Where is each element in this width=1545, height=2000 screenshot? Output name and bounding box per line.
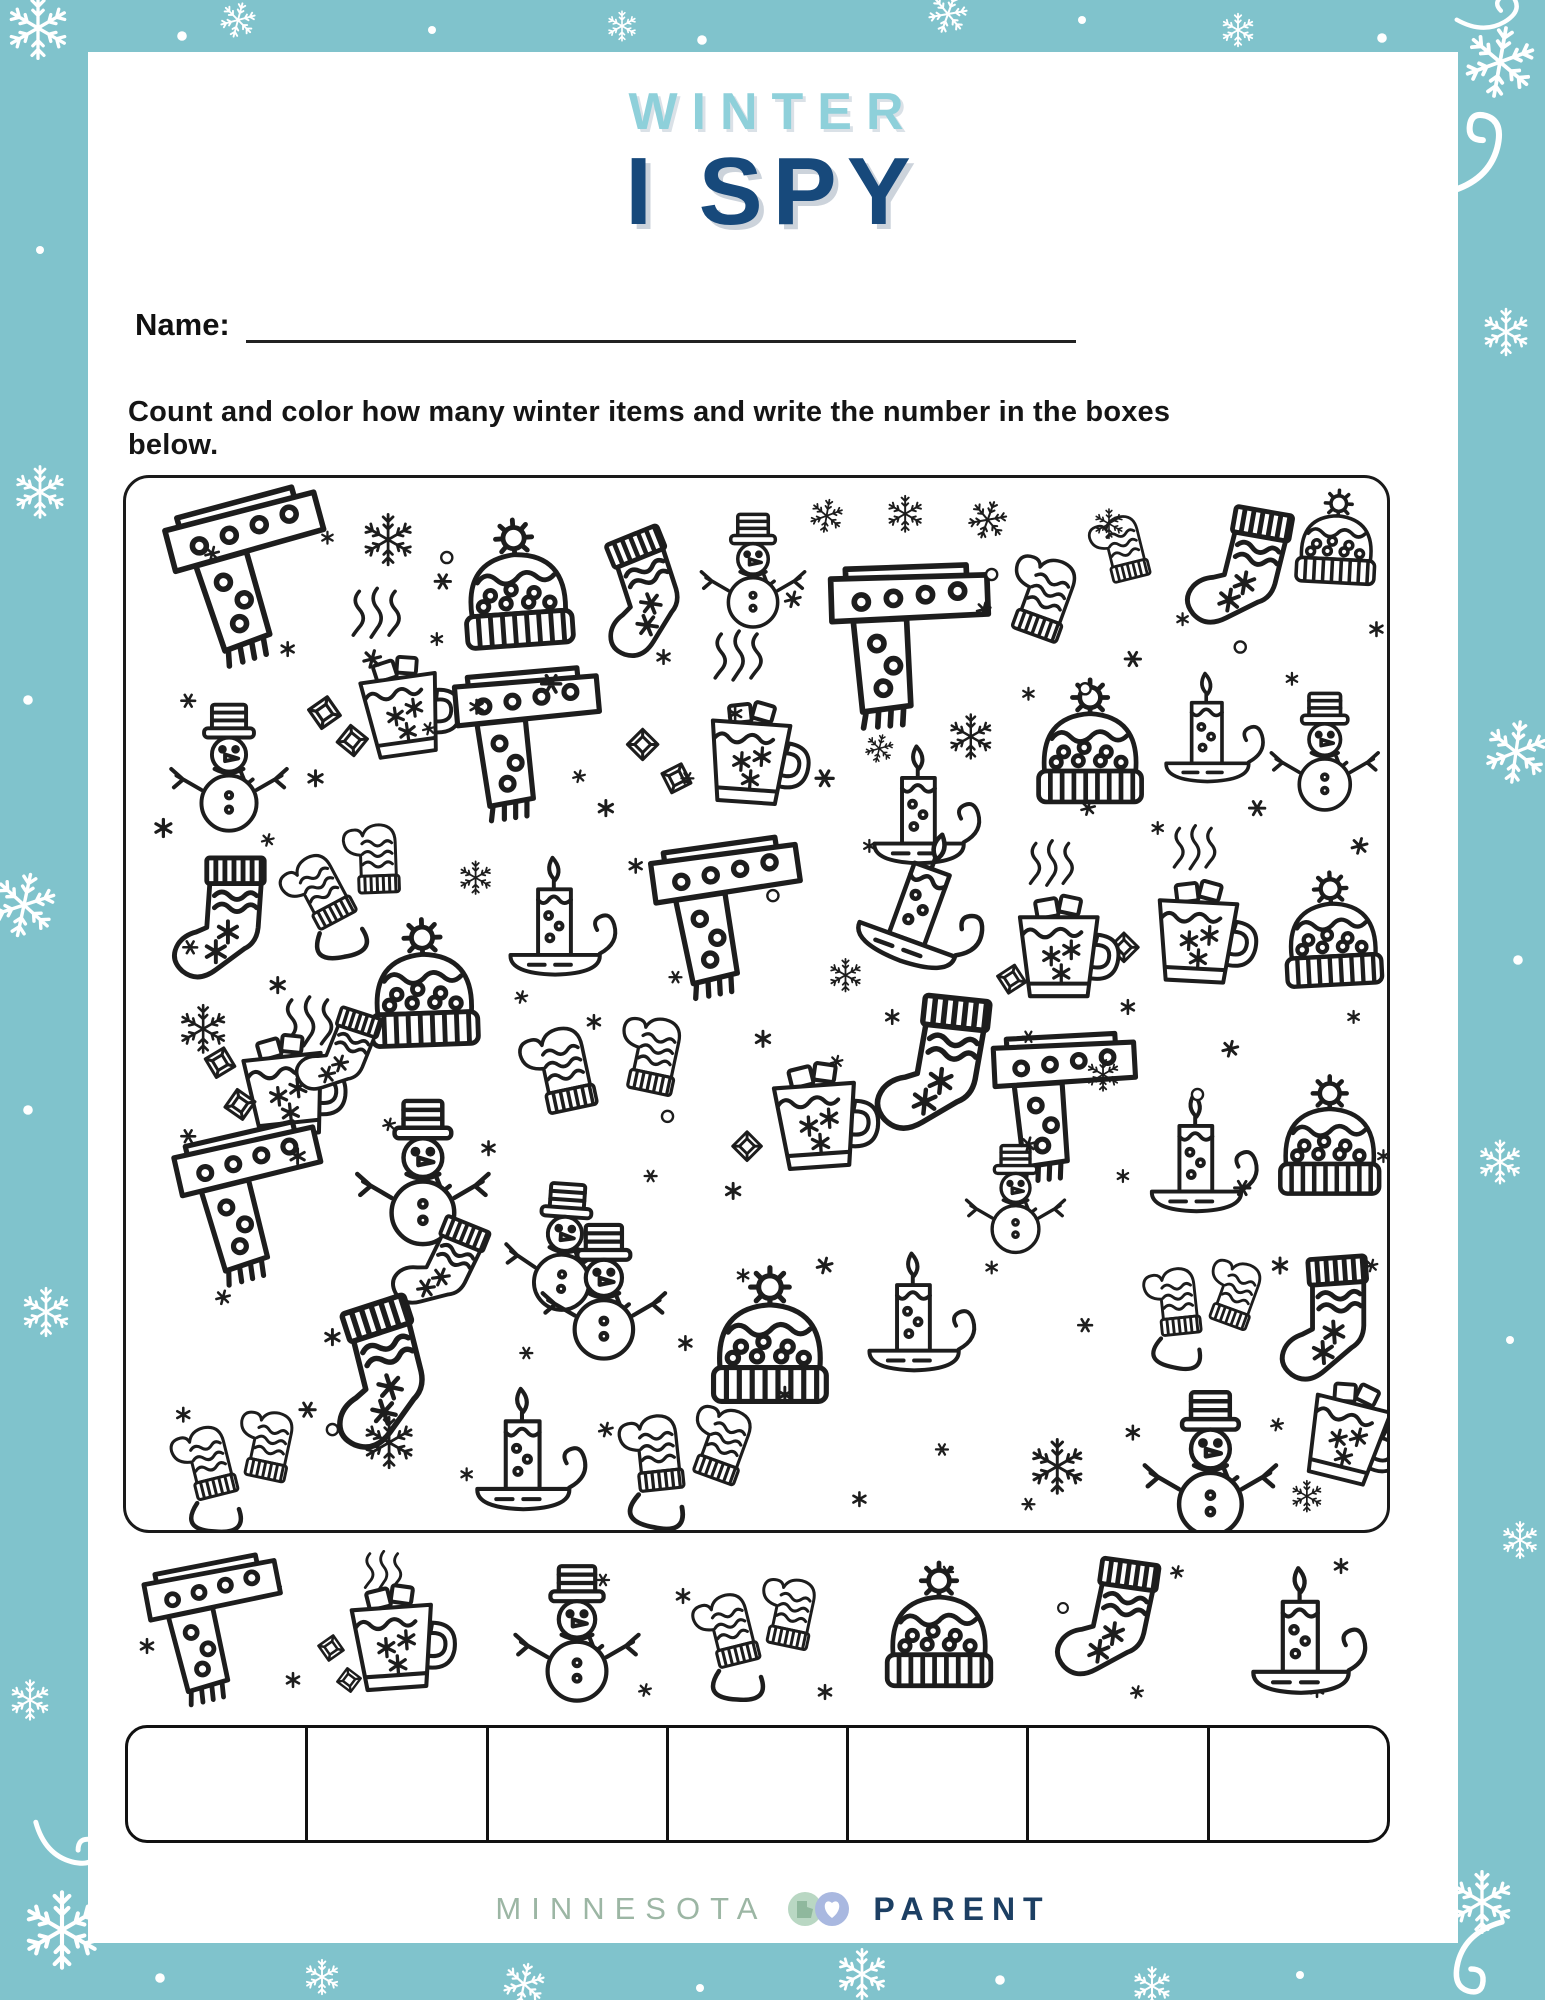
- key-snowman-icon: [515, 1566, 638, 1700]
- key-decor-ast-icon: [1335, 1559, 1347, 1573]
- puzzle-ast-icon: [886, 1010, 898, 1024]
- instruction-text: Count and color how many winter items and write the number in the boxes below.: [128, 396, 1171, 461]
- key-decor-ast-icon: [141, 1639, 153, 1653]
- puzzle-ast-icon: [1127, 1426, 1139, 1440]
- puzzle-hat-icon: [1282, 870, 1382, 987]
- puzzle-hat-icon: [1280, 1076, 1379, 1193]
- border-flake-icon: [305, 1960, 338, 1994]
- puzzle-ast-icon: [261, 833, 274, 847]
- puzzle-mug-icon: [772, 1059, 881, 1170]
- puzzle-scarf-icon: [161, 483, 344, 673]
- i-spy-puzzle-box: [123, 475, 1390, 1533]
- puzzle-steam-icon: [715, 631, 761, 680]
- answer-box-1[interactable]: [128, 1728, 305, 1840]
- name-label: Name:: [135, 307, 230, 342]
- puzzle-marsh-icon: [995, 962, 1029, 996]
- border-flake-icon: [1484, 309, 1528, 355]
- puzzle-ast-icon: [1270, 1418, 1283, 1432]
- border-bdot-icon: [1377, 33, 1387, 43]
- puzzle-ast-icon: [180, 692, 197, 710]
- puzzle-flake-icon: [1031, 1439, 1083, 1493]
- puzzle-canvas: [126, 478, 1387, 1530]
- border-bdot-icon: [177, 31, 187, 41]
- answer-box-3[interactable]: [486, 1728, 666, 1840]
- puzzle-mittens-icon: [1130, 1244, 1268, 1379]
- puzzle-ast-icon: [1287, 673, 1297, 685]
- puzzle-candle-icon: [477, 1389, 585, 1509]
- puzzle-flake-icon: [364, 514, 413, 565]
- puzzle-dot-icon: [441, 552, 452, 563]
- key-decor-dot-icon: [1058, 1603, 1068, 1613]
- key-mug-icon: [350, 1581, 458, 1691]
- puzzle-mitten-icon: [997, 548, 1083, 643]
- puzzle-mug-icon: [707, 699, 812, 807]
- puzzle-snowman-icon: [1145, 1392, 1276, 1530]
- puzzle-ast-icon: [298, 1400, 317, 1420]
- puzzle-ast-icon: [461, 1468, 471, 1480]
- puzzle-snowman-icon: [171, 705, 287, 831]
- puzzle-sock-icon: [1184, 501, 1293, 634]
- puzzle-hat-icon: [368, 918, 478, 1047]
- puzzle-flake-icon: [950, 715, 992, 759]
- border-bdot-icon: [1506, 1336, 1514, 1344]
- key-mittens-icon: [690, 1573, 820, 1700]
- puzzle-ast-icon: [383, 1117, 396, 1131]
- puzzle-ast-icon: [643, 1168, 658, 1183]
- puzzle-ast-icon: [322, 532, 332, 544]
- puzzle-ast-icon: [1370, 622, 1382, 636]
- puzzle-ast-icon: [519, 1345, 534, 1360]
- puzzle-scarf-icon: [650, 836, 807, 1000]
- border-flake-icon: [0, 868, 60, 941]
- key-candle-icon: [1253, 1568, 1365, 1693]
- border-flake-icon: [9, 0, 67, 58]
- puzzle-ast-icon: [668, 969, 683, 984]
- answer-box-6[interactable]: [1026, 1728, 1206, 1840]
- border-bdot-icon: [1296, 1971, 1304, 1979]
- border-flake-icon: [218, 0, 259, 41]
- footer-brand: [88, 1888, 1458, 1930]
- border-bdot-icon: [428, 26, 436, 34]
- puzzle-ast-icon: [853, 1492, 865, 1506]
- puzzle-mittens-icon: [267, 813, 425, 968]
- puzzle-flake-icon: [830, 959, 861, 992]
- border-swirl-icon: [1457, 0, 1522, 46]
- border-flake-icon: [1479, 1141, 1520, 1184]
- border-flake-icon: [608, 11, 636, 41]
- puzzle-hat-icon: [1296, 488, 1379, 584]
- puzzle-mug-icon: [1156, 878, 1260, 984]
- puzzle-ast-icon: [934, 1442, 949, 1457]
- puzzle-ast-icon: [658, 650, 670, 664]
- puzzle-mittens-icon: [168, 1406, 298, 1530]
- border-bdot-icon: [1078, 16, 1086, 24]
- puzzle-ast-icon: [630, 859, 642, 873]
- puzzle-flake-icon: [863, 732, 896, 765]
- puzzle-dot-icon: [327, 1424, 338, 1435]
- puzzle-mittens-icon: [603, 1388, 758, 1530]
- page-title: [88, 82, 1458, 245]
- worksheet-panel: [88, 52, 1458, 1943]
- puzzle-ast-icon: [483, 1141, 495, 1155]
- key-decor-ast-icon: [595, 1572, 610, 1588]
- puzzle-sock-icon: [1275, 1256, 1373, 1381]
- puzzle-ast-icon: [177, 1408, 189, 1422]
- puzzle-ast-icon: [816, 1256, 833, 1274]
- puzzle-ast-icon: [738, 1270, 748, 1282]
- puzzle-candle-icon: [869, 1254, 974, 1371]
- puzzle-ast-icon: [156, 820, 171, 837]
- border-bdot-icon: [23, 695, 33, 705]
- brand-parent: PARENT: [873, 1890, 1051, 1927]
- puzzle-ast-icon: [598, 1421, 613, 1437]
- puzzle-ast-icon: [986, 1262, 996, 1274]
- puzzle-ast-icon: [572, 769, 585, 783]
- puzzle-hat-icon: [460, 516, 574, 649]
- answer-boxes-row: [125, 1725, 1390, 1843]
- border-bdot-icon: [23, 1105, 33, 1115]
- puzzle-ast-icon: [1177, 613, 1187, 625]
- puzzle-flake-icon: [808, 497, 845, 535]
- puzzle-mug-icon: [1299, 1374, 1387, 1492]
- name-input-line[interactable]: [246, 304, 1076, 343]
- puzzle-ast-icon: [216, 1289, 231, 1305]
- title-i-spy: I SPY: [625, 138, 921, 245]
- puzzle-flake-icon: [964, 496, 1011, 544]
- puzzle-dot-icon: [662, 1111, 673, 1122]
- puzzle-ast-icon: [756, 1031, 769, 1046]
- border-flake-icon: [11, 1680, 49, 1719]
- puzzle-ast-icon: [271, 978, 284, 993]
- border-flake-icon: [1483, 718, 1545, 786]
- puzzle-sock-icon: [577, 525, 699, 662]
- answer-box-5[interactable]: [846, 1728, 1026, 1840]
- answer-box-2[interactable]: [305, 1728, 485, 1840]
- key-decor-marsh-icon: [336, 1667, 363, 1694]
- puzzle-ast-icon: [1023, 688, 1033, 700]
- key-decor-ast-icon: [677, 1589, 689, 1603]
- puzzle-ast-icon: [1152, 822, 1162, 834]
- border-flake-icon: [924, 0, 971, 38]
- puzzle-scarf-icon: [171, 1119, 336, 1291]
- puzzle-ast-icon: [1248, 798, 1267, 818]
- puzzle-ast-icon: [309, 771, 322, 786]
- border-flake-icon: [1134, 1967, 1170, 2000]
- puzzle-marsh-icon: [733, 1132, 762, 1161]
- border-bdot-icon: [696, 1984, 704, 1992]
- puzzle-scarf-icon: [823, 558, 991, 734]
- puzzle-dot-icon: [1192, 1089, 1203, 1100]
- title-winter: WINTER: [628, 83, 918, 141]
- puzzle-hat-icon: [1039, 680, 1142, 802]
- puzzle-ast-icon: [599, 801, 612, 816]
- puzzle-ast-icon: [1021, 1496, 1036, 1511]
- puzzle-ast-icon: [784, 590, 801, 608]
- border-flake-icon: [500, 1960, 547, 2000]
- puzzle-ast-icon: [282, 642, 294, 656]
- puzzle-mitten-icon: [517, 1024, 598, 1117]
- puzzle-ast-icon: [432, 633, 442, 645]
- puzzle-marsh-icon: [306, 694, 343, 731]
- puzzle-ast-icon: [726, 1183, 739, 1198]
- border-bdot-icon: [36, 246, 44, 254]
- name-section: [135, 304, 1076, 343]
- border-flake-icon: [1503, 1522, 1538, 1558]
- puzzle-ast-icon: [1122, 1000, 1134, 1014]
- puzzle-mug-icon: [1020, 895, 1119, 996]
- puzzle-ast-icon: [1273, 1258, 1286, 1273]
- puzzle-candle-icon: [1152, 1094, 1257, 1211]
- key-decor-ast-icon: [1130, 1685, 1143, 1699]
- puzzle-scarf-icon: [454, 668, 599, 821]
- puzzle-ast-icon: [1118, 1170, 1128, 1182]
- puzzle-ast-icon: [1378, 1150, 1387, 1162]
- puzzle-mug-icon: [357, 649, 465, 759]
- puzzle-steam-icon: [1030, 841, 1072, 886]
- puzzle-ast-icon: [1222, 1040, 1239, 1058]
- border-flake-icon: [23, 1288, 69, 1336]
- puzzle-mitten-icon: [612, 1012, 685, 1096]
- puzzle-flake-icon: [888, 496, 923, 532]
- key-sock-icon: [1055, 1553, 1160, 1682]
- puzzle-ast-icon: [1351, 837, 1368, 855]
- border-bdot-icon: [155, 1973, 165, 1983]
- key-decor-ast-icon: [819, 1685, 831, 1699]
- key-decor-ast-icon: [638, 1683, 651, 1697]
- puzzle-flake-icon: [460, 861, 491, 894]
- key-hat-icon: [887, 1563, 991, 1686]
- puzzle-ast-icon: [433, 571, 452, 591]
- border-flake-icon: [838, 1949, 885, 1998]
- border-bdot-icon: [697, 35, 707, 45]
- puzzle-flake-icon: [1292, 1481, 1322, 1512]
- key-decor-ast-icon: [287, 1673, 299, 1687]
- puzzle-ast-icon: [515, 990, 528, 1004]
- puzzle-mitten-icon: [1086, 513, 1150, 586]
- puzzle-hat-icon: [714, 1268, 827, 1402]
- puzzle-ast-icon: [326, 1329, 339, 1344]
- puzzle-candle-icon: [1166, 674, 1263, 782]
- puzzle-marsh-icon: [627, 729, 657, 759]
- answer-box-4[interactable]: [666, 1728, 846, 1840]
- puzzle-candle-icon: [510, 858, 615, 975]
- item-key-row: [125, 1550, 1390, 1715]
- border-swirl-icon: [1456, 1922, 1502, 1992]
- border-flake-icon: [1222, 14, 1254, 47]
- puzzle-flake-icon: [180, 1005, 226, 1052]
- puzzle-ast-icon: [1123, 649, 1142, 669]
- puzzle-ast-icon: [588, 1015, 600, 1029]
- border-flake-icon: [16, 467, 65, 518]
- puzzle-ast-icon: [1348, 1011, 1358, 1023]
- puzzle-dot-icon: [767, 890, 778, 901]
- key-decor-ast-icon: [1170, 1565, 1183, 1579]
- brand-minnesota: MINNESOTA: [495, 1891, 768, 1926]
- puzzle-dot-icon: [1235, 641, 1246, 652]
- puzzle-sock-icon: [174, 858, 264, 977]
- minnesota-parent-logo: [782, 1888, 858, 1930]
- puzzle-dot-icon: [986, 569, 997, 580]
- puzzle-snowman-icon: [701, 514, 804, 627]
- answer-box-7[interactable]: [1207, 1728, 1387, 1840]
- puzzle-steam-icon: [353, 588, 399, 637]
- puzzle-marsh-icon: [336, 724, 369, 757]
- puzzle-candle-icon: [874, 746, 979, 863]
- puzzle-steam-icon: [1174, 826, 1215, 869]
- key-scarf-icon: [142, 1553, 291, 1709]
- puzzle-ast-icon: [1077, 1316, 1094, 1334]
- puzzle-ast-icon: [679, 1336, 691, 1350]
- border-bdot-icon: [1513, 955, 1523, 965]
- border-bdot-icon: [995, 1975, 1005, 1985]
- border-flake-icon: [1461, 22, 1538, 101]
- key-decor-marsh-icon: [316, 1633, 346, 1663]
- puzzle-dot-icon: [1080, 683, 1091, 694]
- puzzle-snowman-icon: [1271, 693, 1378, 809]
- puzzle-ast-icon: [814, 767, 835, 789]
